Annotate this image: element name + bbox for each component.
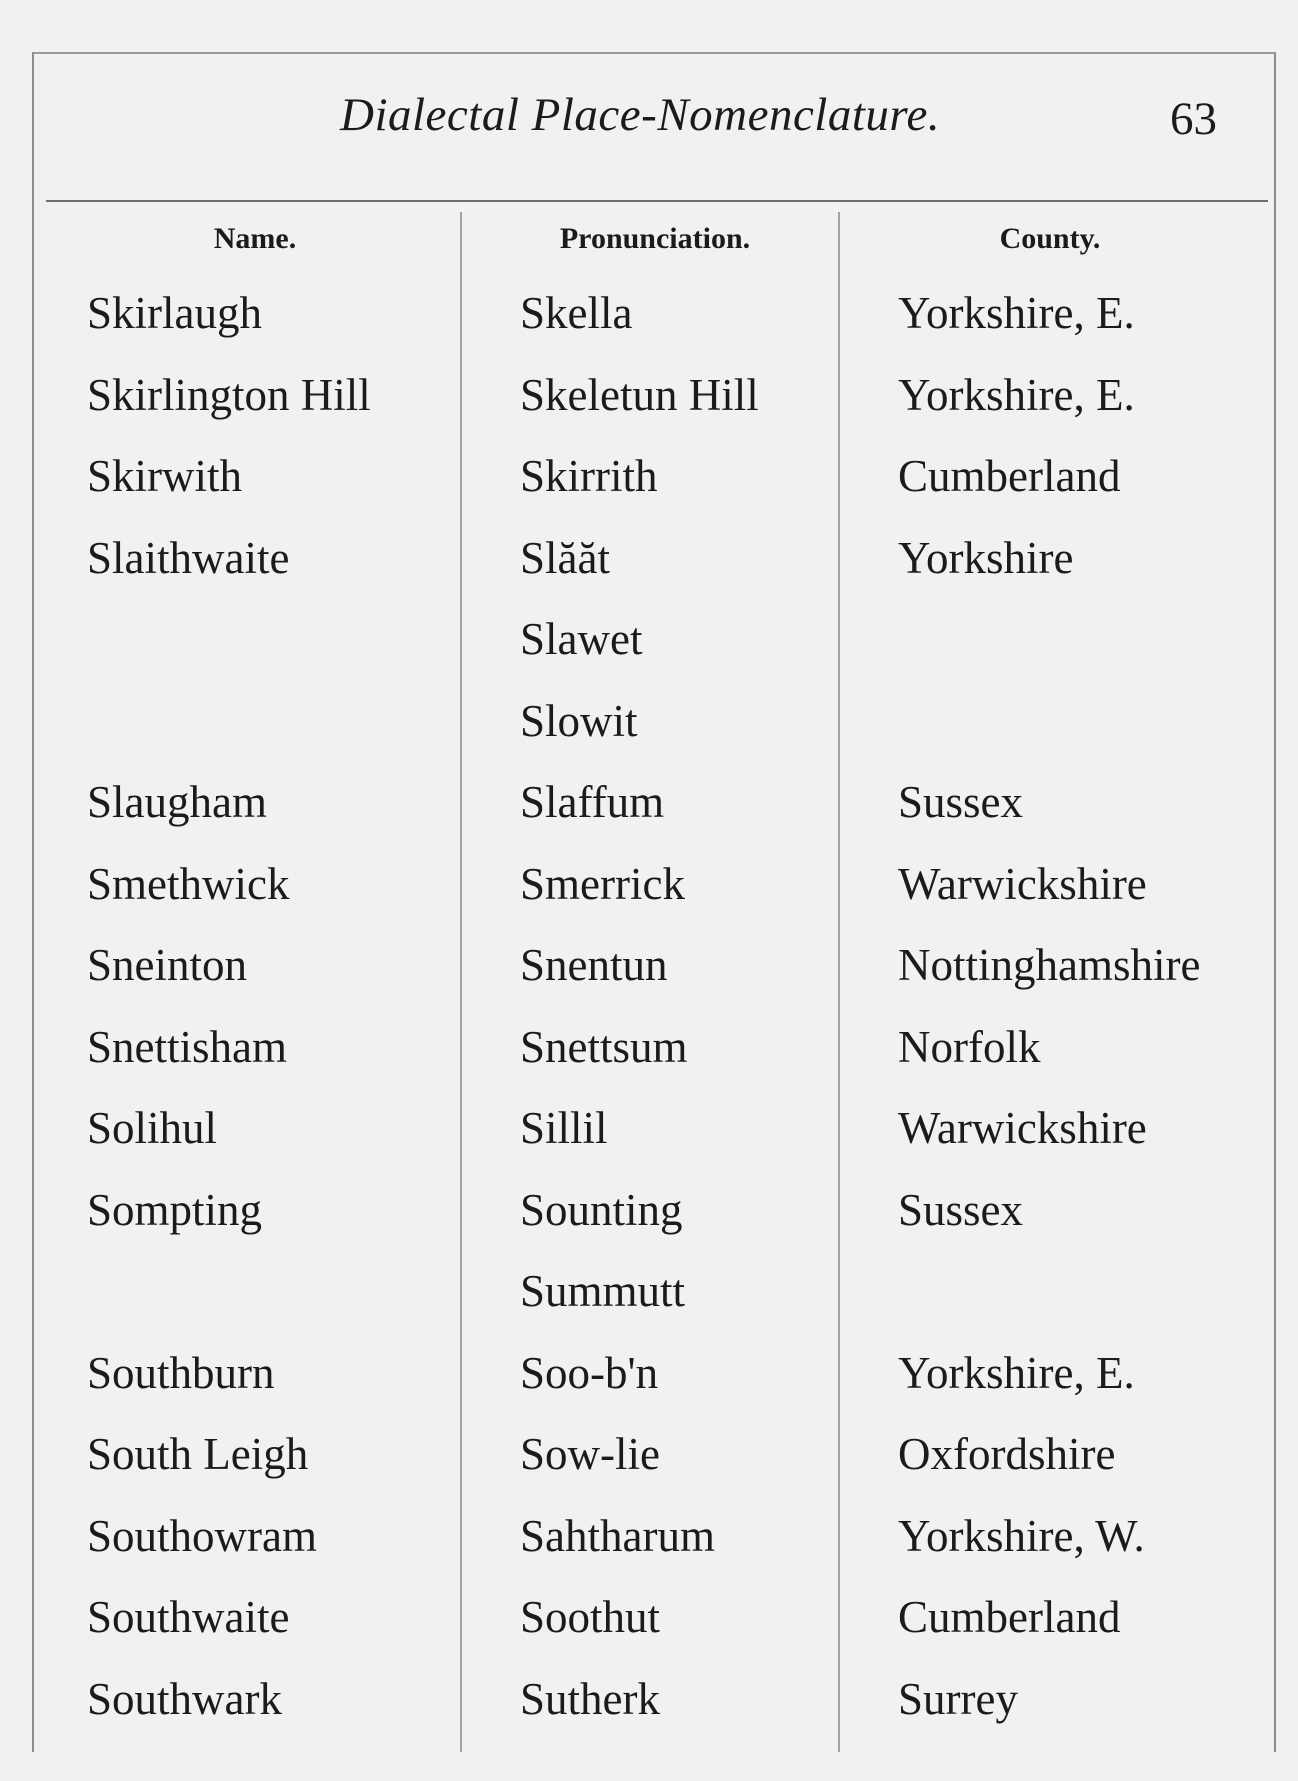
place-name: Southwaite (87, 1592, 290, 1642)
table-row (0, 1093, 1298, 1175)
place-name: Slaugham (87, 777, 267, 827)
county: Yorkshire, E. (898, 288, 1135, 338)
table-row (0, 1012, 1298, 1094)
pronunciation: Soothut (520, 1592, 661, 1642)
place-name: Solihul (87, 1103, 218, 1153)
county: Sussex (898, 777, 1024, 827)
place-name: Sompting (87, 1184, 263, 1235)
county: Cumberland (898, 1592, 1121, 1642)
place-name: Sneinton (87, 940, 248, 990)
table-row (0, 849, 1298, 931)
pronunciation: Slaffum (520, 777, 665, 827)
header-rule (46, 200, 1268, 202)
pronunciation: Sow-lie (520, 1429, 660, 1479)
place-name: South Leigh (87, 1429, 309, 1479)
place-name: Smethwick (87, 858, 290, 909)
pronunciation: Skirrith (520, 451, 658, 501)
table-row (0, 1419, 1298, 1501)
table-row (0, 523, 1298, 605)
pronunciation: Snentun (520, 940, 668, 990)
table-row (0, 1664, 1298, 1746)
county: Yorkshire (898, 532, 1074, 583)
pronunciation: Slowit (520, 695, 638, 746)
table-row (0, 1582, 1298, 1664)
table-row (0, 767, 1298, 849)
county: Warwickshire (898, 858, 1147, 909)
pronunciation: Sounting (520, 1184, 683, 1235)
table-row (0, 930, 1298, 1012)
county: Sussex (898, 1184, 1024, 1235)
place-name: Southburn (87, 1347, 275, 1398)
place-name: Skirlington Hill (87, 369, 371, 420)
place-name: Skirlaugh (87, 288, 262, 338)
table-row (0, 1501, 1298, 1583)
pronunciation: Skeletun Hill (520, 369, 759, 420)
entries-table (0, 278, 1298, 1745)
table-row (0, 1338, 1298, 1420)
county: Surrey (898, 1673, 1018, 1724)
place-name: Skirwith (87, 451, 243, 501)
table-row (0, 1256, 1298, 1338)
county: Yorkshire, W. (898, 1510, 1145, 1561)
column-header-pronunciation: Pronunciation. (559, 222, 751, 255)
pronunciation: Smerrick (520, 858, 685, 909)
page-number: 63 (1170, 93, 1217, 145)
column-header-county: County. (999, 222, 1101, 255)
pronunciation: Slawet (520, 614, 643, 664)
pronunciation: Skella (520, 288, 633, 338)
place-name: Southwark (87, 1673, 282, 1724)
county: Cumberland (898, 451, 1121, 501)
table-row (0, 604, 1298, 686)
place-name: Southowram (87, 1510, 317, 1561)
pronunciation: Slăăt (520, 532, 610, 583)
pronunciation: Sillil (520, 1103, 608, 1153)
county: Yorkshire, E. (898, 369, 1135, 420)
place-name: Slaithwaite (87, 532, 290, 583)
column-header-name: Name. (213, 222, 297, 255)
pronunciation: Soo-b'n (520, 1347, 659, 1398)
pronunciation: Sahtharum (520, 1510, 715, 1561)
pronunciation: Summutt (520, 1266, 686, 1316)
table-row (0, 441, 1298, 523)
county: Warwickshire (898, 1103, 1147, 1153)
place-name: Snettisham (87, 1021, 287, 1072)
county: Nottinghamshire (898, 940, 1201, 990)
table-row (0, 1175, 1298, 1257)
county: Norfolk (898, 1021, 1041, 1072)
table-row (0, 278, 1298, 360)
table-row (0, 686, 1298, 768)
pronunciation: Snettsum (520, 1021, 688, 1072)
running-title: Dialectal Place-Nomenclature. (340, 89, 941, 141)
county: Yorkshire, E. (898, 1347, 1135, 1398)
county: Oxfordshire (898, 1429, 1116, 1479)
table-row (0, 360, 1298, 442)
pronunciation: Sutherk (520, 1673, 660, 1724)
